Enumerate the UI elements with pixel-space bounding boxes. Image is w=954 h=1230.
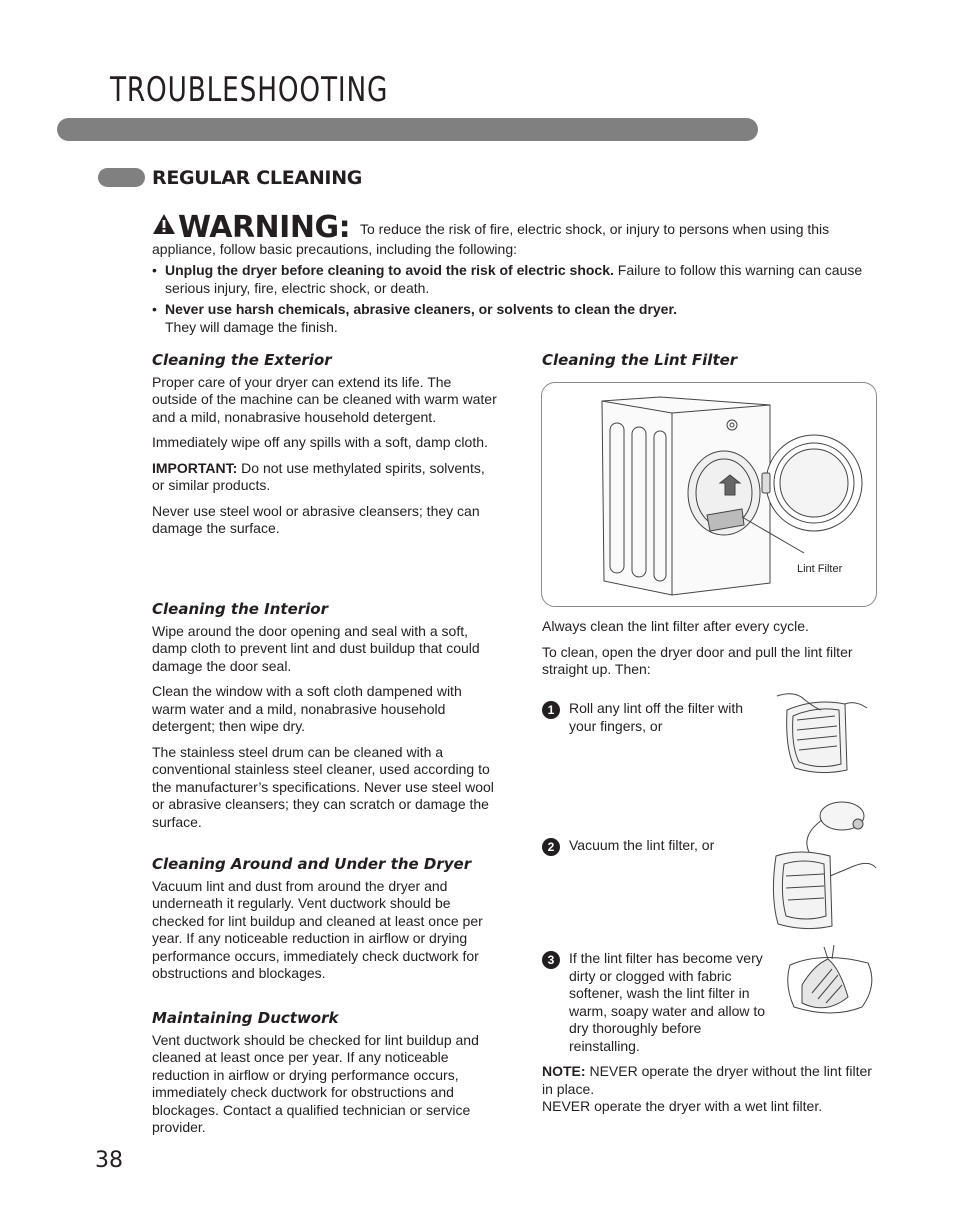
ductwork-p1: Vent ductwork should be checked for lint buildup and cleaned at least once per year. If any noticeable reduction in airflow or drying performance occurs, immediately check ductwork for obstructions and blockages. Contact a qualified technician or service provider. (152, 1031, 479, 1135)
warning-intro: To reduce the risk of fire, electric shock, or injury to persons when using this appliance, follow basic precautions, including the following: (152, 221, 830, 257)
warning-bullets (152, 261, 872, 336)
section-marker (98, 168, 145, 187)
step-text: Vacuum the lint filter, or (569, 837, 715, 853)
lint-note (542, 1063, 872, 1116)
around-section (152, 856, 497, 991)
lint-filter-wash-icon (782, 945, 882, 1030)
interior-heading: Cleaning the Interior (152, 600, 328, 618)
warning-bullet-bold: Unplug the dryer before cleaning to avoid the risk of electric shock. (165, 262, 614, 278)
section-title: REGULAR CLEANING (152, 167, 363, 189)
exterior-p3 (152, 460, 497, 495)
around-heading: Cleaning Around and Under the Dryer (152, 855, 472, 873)
dryer-illustration (542, 383, 876, 606)
lint-heading: Cleaning the Lint Filter (542, 351, 738, 369)
warning-bullet-text: They will damage the finish. (165, 319, 338, 335)
exterior-heading: Cleaning the Exterior (152, 351, 332, 369)
vacuum-icon (770, 796, 880, 941)
lint-note-line1 (542, 1063, 872, 1098)
interior-p3: The stainless steel drum can be cleaned with a conventional stainless steel cleaner, used according to the manufacturer’s specifications. Never use steel wool or abrasive cleansers; they can scratch or damage the surface. (152, 743, 494, 830)
step-text: If the lint filter has become very dirty or clogged with fabric softener, wash the lint filter in warm, soapy water and allow to dry thoroughly before reinstalling. (569, 950, 766, 1054)
warning-triangle-icon (152, 212, 176, 240)
ductwork-section (152, 1010, 497, 1145)
lint-p2: To clean, open the dryer door and pull the lint filter straight up. Then: (542, 643, 853, 677)
title-divider-bar (57, 118, 758, 141)
exterior-p4: Never use steel wool or abrasive cleansers; they can damage the surface. (152, 502, 480, 536)
ductwork-heading: Maintaining Ductwork (152, 1009, 339, 1027)
lint-step (542, 837, 772, 855)
interior-section (152, 601, 497, 839)
interior-p2: Clean the window with a soft cloth dampened with warm water and a mild, nonabrasive household detergent; then wipe dry. (152, 683, 462, 734)
step-number: 2 (542, 838, 560, 856)
lint-filter-hand-icon (775, 690, 875, 785)
page-title: TROUBLESHOOTING (110, 70, 389, 110)
warning-block (152, 212, 872, 339)
exterior-p1: Proper care of your dryer can extend its life. The outside of the machine can be cleaned with warm water and a mild, nonabrasive household detergent. (152, 373, 497, 425)
warning-bullet-text: Failure to follow this warning can cause serious injury, fire, electric shock, or death. (165, 262, 863, 296)
figure-label-lint-filter: Lint Filter (797, 563, 843, 575)
lint-step (542, 700, 772, 735)
lint-step (542, 950, 772, 1055)
step-number: 1 (542, 701, 560, 719)
around-p1: Vacuum lint and dust from around the dryer and underneath it regularly. Vent ductwork should be checked for lint buildup and cleaned at least once per year. If any noticeable reduction in airflow or drying performance occurs, immediately check ductwork for obstructions and blockages. (152, 877, 483, 981)
important-label: IMPORTANT: (152, 459, 238, 476)
lint-intro (542, 618, 877, 687)
lint-heading-wrap (542, 352, 877, 374)
interior-p1: Wipe around the door opening and seal with a soft, damp cloth to prevent lint and dust buildup that could damage the door seal. (152, 622, 480, 674)
warning-bullet-bold: Never use harsh chemicals, abrasive cleaners, or solvents to clean the dryer. (165, 301, 678, 317)
exterior-section (152, 352, 497, 546)
warning-bullet: • Unplug the dryer before cleaning to avoid the risk of electric shock. Failure to follow this warning can cause serious injury, fire, electric shock, or death. (152, 262, 863, 296)
page-number: 38 (95, 1148, 123, 1173)
exterior-p2: Immediately wipe off any spills with a soft, damp cloth. (152, 434, 488, 450)
lint-p1: Always clean the lint filter after every cycle. (542, 618, 809, 634)
lint-note-line2: NEVER operate the dryer with a wet lint filter. (542, 1098, 823, 1114)
warning-bullet: • Never use harsh chemicals, abrasive cleaners, or solvents to clean the dryer. They will damage the finish. (152, 301, 678, 335)
dryer-figure (541, 382, 877, 607)
exterior-p3-text: Do not use methylated spirits, solvents, or similar products. (152, 459, 485, 493)
warning-label: WARNING: (178, 210, 351, 245)
note-label: NOTE: (542, 1063, 586, 1079)
note-text-1: NEVER operate the dryer without the lint filter in place. (542, 1063, 872, 1097)
warning-intro-line (152, 212, 872, 258)
step-text: Roll any lint off the filter with your fingers, or (569, 700, 744, 734)
step-number: 3 (542, 951, 560, 969)
